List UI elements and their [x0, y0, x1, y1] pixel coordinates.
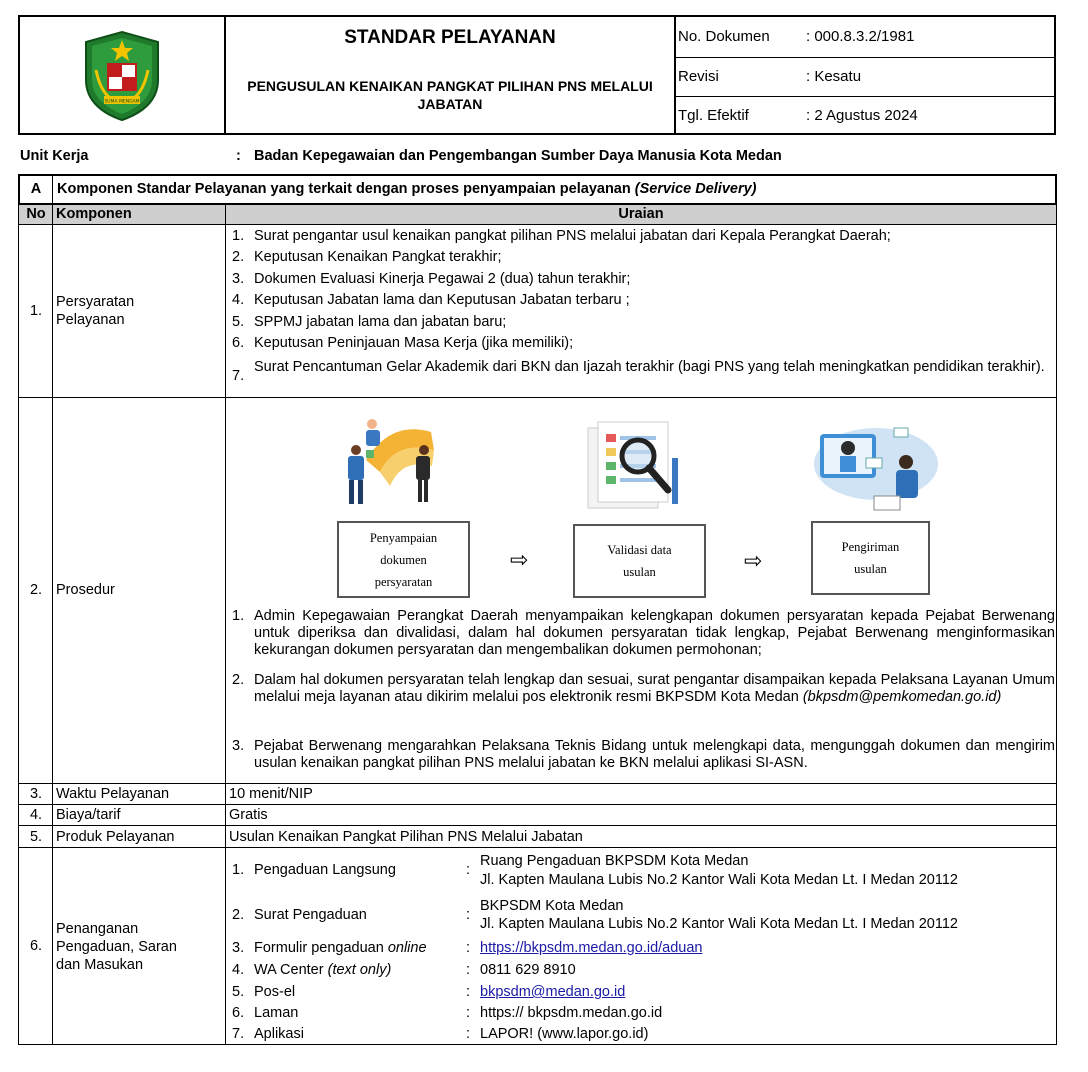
channel-number: 5.	[232, 984, 245, 1000]
channel-value: LAPOR! (www.lapor.go.id)	[480, 1026, 649, 1042]
channel-value: Ruang Pengaduan BKPSDM Kota Medan	[480, 853, 749, 869]
flow-step-line: usulan	[623, 565, 656, 579]
row-5-komponen: Produk Pelayanan	[56, 829, 175, 845]
document-title: STANDAR PELAYANAN	[344, 27, 556, 48]
complaint-form-link[interactable]: https://bkpsdm.medan.go.id/aduan	[480, 940, 703, 956]
channel-value: Jl. Kapten Maulana Lubis No.2 Kantor Wali Kota Medan Lt. I Medan 20112	[480, 916, 958, 932]
meta-cell	[676, 17, 1054, 133]
channel-number: 6.	[232, 1005, 245, 1021]
table-border	[18, 204, 19, 1044]
step-email: (bkpsdm@pemkomedan.go.id)	[802, 689, 1002, 705]
channel-separator: :	[466, 862, 471, 878]
meta-value: : 2 Agustus 2024	[806, 107, 918, 124]
channel-label: Surat Pengaduan	[254, 907, 367, 923]
row-2-number: 2.	[29, 582, 43, 598]
channel-value: Jl. Kapten Maulana Lubis No.2 Kantor Wali Kota Medan Lt. I Medan 20112	[480, 872, 958, 888]
channel-separator: :	[466, 907, 471, 923]
table-border	[18, 1044, 1057, 1045]
row-5-number: 5.	[29, 829, 43, 845]
table-border	[18, 847, 1057, 848]
table-border	[52, 204, 53, 1044]
table-border	[1055, 174, 1057, 204]
row-6-number: 6.	[29, 938, 43, 954]
komponen-line: Pelayanan	[56, 312, 125, 328]
row-6-komponen	[56, 920, 177, 974]
document-search-illustration-icon	[584, 418, 684, 514]
komponen-line: Pengaduan, Saran	[56, 939, 177, 955]
row-2-komponen: Prosedur	[56, 582, 115, 598]
section-letter: A	[30, 181, 42, 197]
meta-value: : 000.8.3.2/1981	[806, 28, 915, 45]
table-border	[18, 804, 1057, 805]
title-cell	[226, 17, 676, 133]
flow-step-line: dokumen	[380, 552, 427, 567]
channel-separator: :	[466, 962, 471, 978]
table-border	[18, 783, 1057, 784]
channel-label: WA Center (text only)	[254, 962, 392, 978]
row-4-number: 4.	[29, 807, 43, 823]
komponen-line: Penanganan	[56, 921, 139, 937]
channel-label: Aplikasi	[254, 1026, 304, 1042]
channel-separator: :	[466, 1026, 471, 1042]
table-border	[18, 203, 1057, 205]
row-3-komponen: Waktu Pelayanan	[56, 786, 170, 802]
flow-step-validation	[573, 524, 706, 598]
flow-step-line: Pengiriman	[841, 540, 900, 554]
email-link[interactable]: bkpsdm@medan.go.id	[480, 984, 626, 1000]
col-header-no: No	[26, 206, 46, 222]
komponen-line: Persyaratan	[56, 294, 135, 310]
channel-number: 4.	[232, 962, 245, 978]
logo-cell	[20, 17, 226, 133]
service-desk-illustration-icon	[336, 410, 446, 512]
flow-step-submission	[337, 521, 470, 598]
channel-value: BKPSDM Kota Medan	[480, 898, 624, 914]
flow-arrow-icon: ⇨	[744, 548, 763, 573]
divider	[676, 57, 1054, 58]
col-header-komponen: Komponen	[56, 206, 132, 222]
komponen-line: dan Masukan	[56, 957, 144, 973]
document-subtitle: PENGUSULAN KENAIKAN PANGKAT PILIHAN PNS MELALUI JABATAN	[247, 78, 653, 112]
flow-step-sending	[811, 521, 930, 595]
col-header-uraian: Uraian	[618, 206, 664, 222]
table-border	[18, 397, 1057, 398]
meta-value: : Kesatu	[806, 68, 862, 85]
list-item: 1. Admin Kepegawaian Perangkat Daerah menyampaikan kelengkapan dokumen persyaratan kepada Pejabat Berwenang untuk diperiksa dan divalidasi, dalam hal dokumen persyaratan tidak lengkap, Pejabat Berwenang menginformasikan kekurangan dokumen persyaratan dan mengembalikan dokumen permohonan;	[232, 608, 1055, 658]
divider	[676, 96, 1054, 97]
flow-step-line: usulan	[854, 562, 887, 576]
section-title-text: Komponen Standar Pelayanan yang terkait dengan proses penyampaian pelayanan	[57, 181, 631, 197]
row-3-uraian: 10 menit/NIP	[229, 786, 313, 802]
channel-value: 0811 629 8910	[480, 962, 576, 978]
channel-number: 1.	[232, 862, 245, 878]
table-border	[18, 224, 1057, 225]
send-proposal-illustration-icon	[806, 414, 940, 516]
unit-separator: :	[236, 148, 241, 164]
row-1-komponen	[56, 293, 134, 329]
step-text: Dalam hal dokumen persyaratan telah lengkap dan sesuai, surat pengantar disampaikan kepada Pelaksana Layanan Umum melalui meja layanan atau dikirim melalui pos elektronik resmi BKPSDM Kota Medan	[254, 672, 1055, 705]
channel-separator: :	[466, 940, 471, 956]
channel-label: Pos-el	[254, 984, 296, 1000]
flow-step-line: Validasi data	[607, 543, 672, 557]
row-4-komponen: Biaya/tarif	[56, 807, 121, 823]
section-title-italic: (Service Delivery)	[634, 181, 757, 197]
table-border	[1056, 204, 1057, 1044]
section-title	[57, 181, 756, 197]
channel-value: https:// bkpsdm.medan.go.id	[480, 1005, 663, 1021]
channel-number: 2.	[232, 907, 245, 923]
flow-step-line: Penyampaian	[369, 530, 438, 545]
table-border	[225, 204, 226, 1044]
row-4-uraian: Gratis	[229, 807, 268, 823]
channel-number: 3.	[232, 940, 245, 956]
channel-separator: :	[466, 984, 471, 1000]
channel-separator: :	[466, 1005, 471, 1021]
row-1-number: 1.	[29, 303, 43, 319]
unit-label: Unit Kerja	[20, 148, 89, 164]
channel-number: 7.	[232, 1026, 245, 1042]
flow-step-line: persyaratan	[374, 574, 433, 589]
unit-value: Badan Kepegawaian dan Pengembangan Sumber Daya Manusia Kota Medan	[254, 148, 782, 164]
flow-arrow-icon: ⇨	[510, 547, 529, 572]
row-5-uraian: Usulan Kenaikan Pangkat Pilihan PNS Melalui Jabatan	[229, 829, 583, 845]
channel-label: Pengaduan Langsung	[254, 862, 396, 878]
meta-key: Revisi	[678, 68, 719, 85]
meta-key: Tgl. Efektif	[678, 107, 749, 124]
channel-label: Laman	[254, 1005, 299, 1021]
medan-city-emblem-icon	[80, 30, 164, 122]
row-3-number: 3.	[29, 786, 43, 802]
channel-label: Formulir pengaduan online	[254, 940, 427, 956]
svg-text:SUMA MENGAM: SUMA MENGAM	[104, 99, 140, 105]
document-header	[18, 15, 1056, 135]
table-border	[18, 825, 1057, 826]
meta-key: No. Dokumen	[678, 28, 770, 45]
table-border	[18, 174, 1057, 176]
